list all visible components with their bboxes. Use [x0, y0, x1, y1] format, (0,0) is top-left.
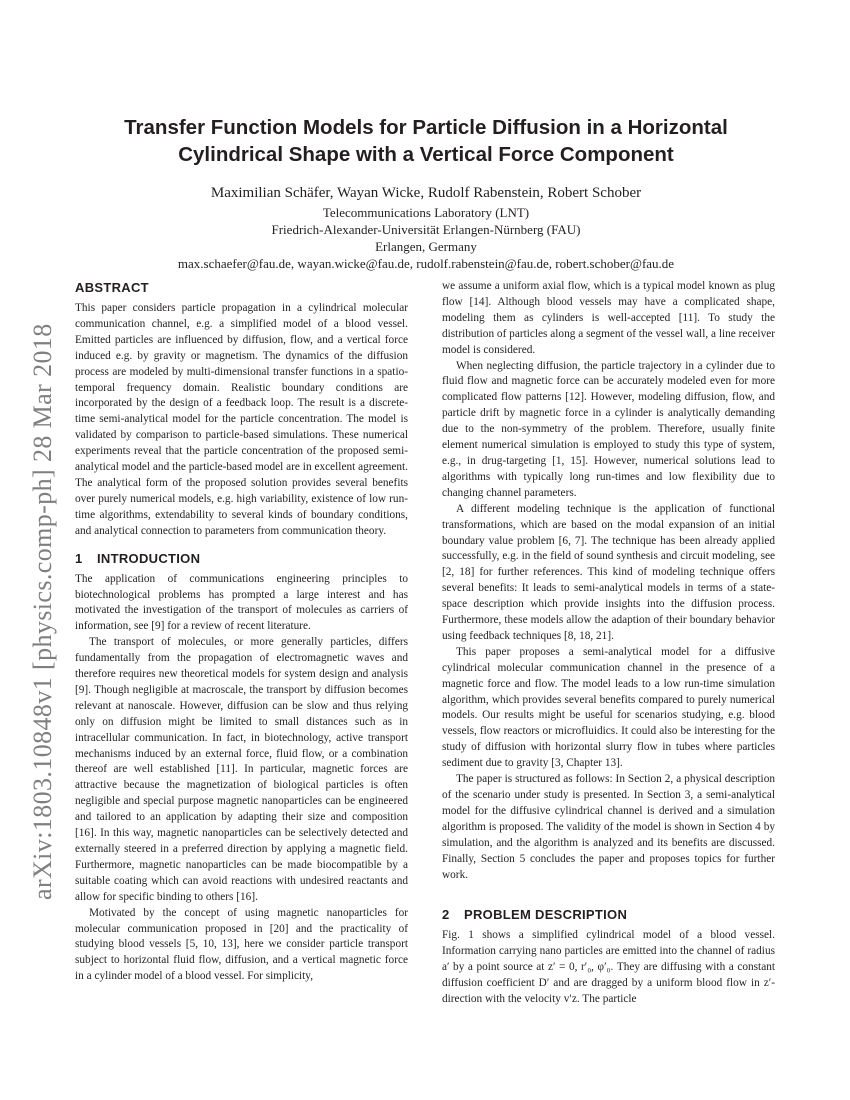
affiliation-university: Friedrich-Alexander-Universität Erlangen-Nürnberg (FAU) — [271, 222, 581, 237]
section-heading-introduction — [75, 550, 408, 568]
left-column — [75, 279, 408, 985]
paragraph: Motivated by the concept of using magnetic nanoparticles for molecular communication proposed in [20] and the practicality of studying blood vessels [5, 10, 13], here we consider particle transport subject to horizontal fluid flow, diffusion, and a vertical magnetic force in a cylinder model of a blood vessel. For simplicity, — [75, 906, 408, 983]
affiliation-lab: Telecommunications Laboratory (LNT) — [322, 205, 530, 220]
paragraph: The transport of molecules, or more generally particles, differs fundamentally from the propagation of electromagnetic waves and therefore requires new theoretical models for system design and analysis [9]. Though negligible at macroscale, the transport by diffusion becomes relevant at nanoscale. However, diffusion can be slow and thus relying only on diffusion might be limited to small distances such as in intracellular communication. In fact, in biotechnology, active transport mechanisms induced by an external force, fluid flow, or a combination thereof are well established [11]. In particular, magnetic forces are attractive because the magnetization of biological particles is often negligible and special purpose magnetic nanoparticles can be engineered and tailored to an application by adapting their size and composition [16]. In this way, magnetic nanoparticles can be selectively detected and externally steered in a preferred direction by applying a magnetic field. Furthermore, magnetic nanoparticles can be made biocompatible by a suitable coating which can avoid reactions with undesired reactants and allow for specific binding to others [16]. — [75, 636, 408, 903]
title-line: Cylindrical Shape with a Vertical Force Component — [178, 143, 674, 166]
section-title: INTRODUCTION — [97, 550, 201, 566]
section-heading-problem-description — [442, 906, 775, 924]
section-number: 1 — [75, 550, 83, 566]
author-block — [70, 183, 782, 272]
affiliation-location: Erlangen, Germany — [375, 239, 477, 254]
arxiv-identifier: arXiv:1803.10848v1 [physics.comp-ph] 28 Mar 2018 — [28, 323, 57, 900]
paragraph: we assume a uniform axial flow, which is a typical model known as plug flow [14]. Although blood vessels may have a complicated shape, modeling them as cylinders is well-accepted [11]. To study the distribution of particles along a segment of the vessel wall, a line receiver model is considered. — [442, 280, 775, 356]
abstract-heading: ABSTRACT — [75, 280, 149, 295]
paragraph: The paper is structured as follows: In Section 2, a physical description of the scenario under study is presented. In Section 3, a semi-analytical model for the diffusive cylindrical channel is derived and a simulation algorithm is proposed. The validity of the model is shown in Section 4 by simulation, and the algorithm is analyzed and its benefits are discussed. Finally, Section 5 concludes the paper and proposes topics for further work. — [442, 773, 775, 881]
paragraph: This paper proposes a semi-analytical model for a diffusive cylindrical molecular communication channel in the presence of a magnetic force and flow. The model leads to a low run-time simulation algorithm, which provides several benefits compared to purely numerical models. Our results might be useful for scenarios studying, e.g. blood vessels, flow reactors or microfluidics. It could also be interesting for the study of diffusion with horizontal slurry flow in tubes where particles sediment due to gravity [3, Chapter 13]. — [442, 645, 775, 770]
title-line: Transfer Function Models for Particle Diffusion in a Horizontal — [124, 116, 728, 139]
section-title: PROBLEM DESCRIPTION — [464, 907, 628, 923]
author-emails: max.schaefer@fau.de, wayan.wicke@fau.de, rudolf.rabenstein@fau.de, robert.schober@fau.de — [177, 256, 675, 271]
author-list: Maximilian Schäfer, Wayan Wicke, Rudolf Rabenstein, Robert Schober — [210, 185, 642, 201]
paragraph: Fig. 1 shows a simplified cylindrical model of a blood vessel. Information carrying nano particles are emitted into the channel of radius a′ by a point source at z′ = 0, r′₀, φ′₀. They are diffusing with a constant diffusion coefficient D′ and are dragged by a uniform blood flow in z′-direction with the velocity v′z. The particle — [442, 929, 775, 1006]
abstract-text: This paper considers particle propagation in a cylindrical molecular communication channel, e.g. a simplified model of a blood vessel. Emitted particles are influenced by diffusion, flow, and a vertical force induced e.g. by gravity or magnetism. The dynamics of the diffusion process are modeled by multi-dimensional transfer functions in a spatio-temporal frequency domain. Realistic boundary conditions are incorporated by the design of a feedback loop. The result is a discrete-time semi-analytical model for the particle concentration. The model is validated by comparison to particle-based simulations. These numerical experiments reveal that the particle concentration of the proposed semi-analytical model and the particle-based model are in excellent agreement. The analytical form of the proposed solution provides several benefits over purely numerical models, e.g. high variability, existence of low run-time algorithms, extendability to several kinds of boundary conditions, and analytical connection to parameters from communication theory. — [75, 302, 408, 537]
paragraph: The application of communications engineering principles to biotechnological problems has prompted a large interest and has motivated the investigation of the transport of molecules as carriers of information, see [9] for a review of recent literature. — [75, 572, 408, 633]
paragraph: A different modeling technique is the application of functional transformations, which are based on the modal expansion of an initial boundary value problem [6, 7]. The technique has been already applied successfully, e.g. in the field of sound synthesis and circuit modeling, see [2, 18] for further references. This kind of modeling technique offers several benefits: It leads to semi-analytical models in terms of a state-space description which provide insights into the diffusion process. Furthermore, these models allow the adaption of their boundary behavior using feedback techniques [8, 18, 21]. — [442, 502, 775, 642]
paragraph: When neglecting diffusion, the particle trajectory in a cylinder due to fluid flow and magnetic force can be accurately modeled even for more complicated flow patterns [12]. However, modeling diffusion, flow, and particle drift by magnetic force in a cylinder is analytically demanding due to the non-symmetry of the problem. Therefore, usually finite element numerical simulation is employed to study this type of system, e.g., in drug-targeting [1, 15]. However, numerical solutions lead to algorithms with typically long run-times and low flexibility due to changing channel parameters. — [442, 359, 775, 499]
section-number: 2 — [442, 907, 450, 923]
paper-title — [70, 114, 782, 168]
right-column — [442, 279, 775, 1008]
